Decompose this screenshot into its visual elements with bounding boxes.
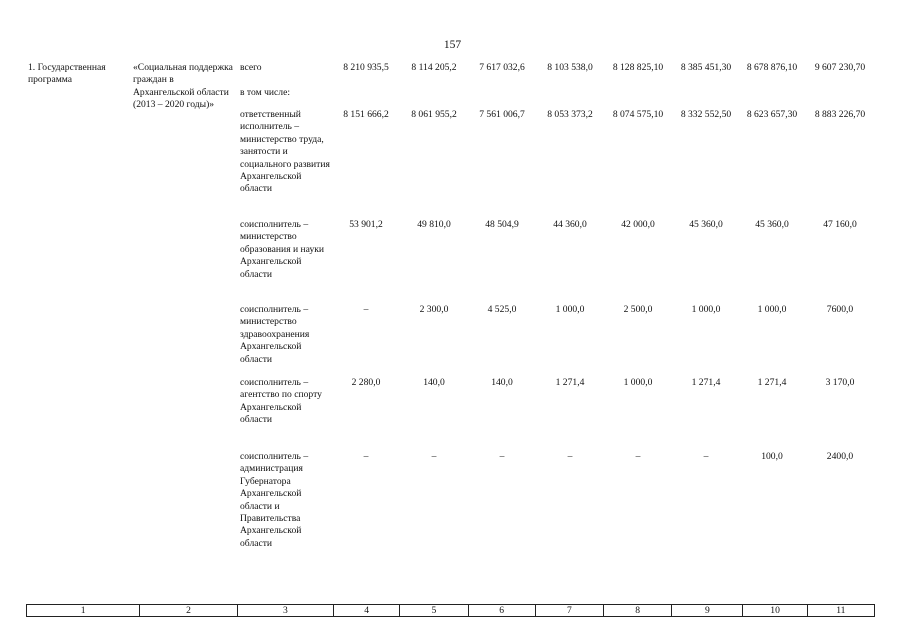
cell-value: 1 000,0	[623, 377, 653, 388]
cell-value: 8 883 226,70	[814, 109, 866, 120]
footer-column-number: 1	[27, 605, 140, 617]
cell-value: –	[431, 451, 437, 462]
cell-value: 2 300,0	[419, 304, 449, 315]
cell-value: 8 151 666,2	[343, 109, 389, 120]
cell-value: 47 160,0	[823, 219, 857, 230]
footer-column-number: 7	[535, 605, 603, 617]
cell-value: 9 607 230,70	[814, 62, 866, 73]
footer-column-number: 4	[334, 605, 400, 617]
row-label: в том числе:	[240, 87, 291, 98]
cell-value: 100,0	[761, 451, 783, 462]
cell-value: 2 500,0	[623, 304, 653, 315]
cell-value: 8 053 373,2	[547, 109, 593, 120]
cell-value: 8 623 657,30	[746, 109, 798, 120]
footer-column-number: 6	[468, 605, 535, 617]
cell-value: 8 074 575,10	[612, 109, 664, 120]
row-label: соисполнитель – министерство здравоохранения Архангельской области	[240, 304, 310, 365]
cell-value: 3 170,0	[825, 377, 855, 388]
footer-column-numbers	[26, 604, 875, 617]
cell-value: 8 114 205,2	[411, 62, 457, 73]
cell-value: –	[635, 451, 641, 462]
cell-value: –	[363, 304, 369, 315]
cell-value: 140,0	[491, 377, 513, 388]
cell-value: 8 128 825,10	[612, 62, 664, 73]
cell-value: 8 332 552,50	[680, 109, 732, 120]
footer-column-number: 10	[743, 605, 807, 617]
cell-value: 1 000,0	[757, 304, 787, 315]
row-label: ответственный исполнитель – министерство труда, занятости и социального развития Архангельской области	[240, 109, 330, 195]
footer-column-number: 9	[672, 605, 743, 617]
cell-value: 2400,0	[826, 451, 854, 462]
cell-value: 1 000,0	[555, 304, 585, 315]
cell-value: 8 061 955,2	[411, 109, 457, 120]
cell-value: –	[703, 451, 709, 462]
cell-value: 45 360,0	[755, 219, 789, 230]
footer-row	[27, 605, 875, 617]
cell-value: 8 103 538,0	[547, 62, 593, 73]
cell-value: 2 280,0	[351, 377, 381, 388]
cell-value: 7 617 032,6	[479, 62, 525, 73]
cell-value: –	[499, 451, 505, 462]
row-label: соисполнитель – агентство по спорту Архангельской области	[240, 377, 322, 426]
cell-value: 8 678 876,10	[746, 62, 798, 73]
cell-value: 44 360,0	[553, 219, 587, 230]
cell-value: 48 504,9	[485, 219, 519, 230]
cell-value: 7 561 006,7	[479, 109, 525, 120]
cell-value: 1 271,4	[757, 377, 787, 388]
cell-value: 45 360,0	[689, 219, 723, 230]
cell-value: 1 271,4	[691, 377, 721, 388]
cell-value: 140,0	[423, 377, 445, 388]
row-label: соисполнитель – администрация Губернатора Архангельской области и Правительства Архангельской области	[240, 451, 309, 549]
page-number: 157	[443, 39, 462, 51]
footer-column-number: 2	[140, 605, 237, 617]
program-title: «Социальная поддержка граждан в Архангельской области (2013 – 2020 годы)»	[133, 62, 233, 111]
row-label: соисполнитель – министерство образования и науки Архангельской области	[240, 219, 325, 280]
cell-value: 1 000,0	[691, 304, 721, 315]
cell-value: 1 271,4	[555, 377, 585, 388]
program-name: 1. Государственная программа	[28, 62, 106, 86]
cell-value: 7600,0	[826, 304, 854, 315]
row-label: всего	[240, 62, 262, 73]
cell-value: 42 000,0	[621, 219, 655, 230]
cell-value: 53 901,2	[349, 219, 383, 230]
footer-column-number: 5	[400, 605, 468, 617]
footer-column-number: 3	[237, 605, 333, 617]
cell-value: –	[363, 451, 369, 462]
cell-value: 4 525,0	[487, 304, 517, 315]
cell-value: 8 385 451,30	[680, 62, 732, 73]
footer-column-number: 11	[807, 605, 874, 617]
footer-column-number: 8	[603, 605, 671, 617]
cell-value: 49 810,0	[417, 219, 451, 230]
cell-value: 8 210 935,5	[343, 62, 389, 73]
cell-value: –	[567, 451, 573, 462]
